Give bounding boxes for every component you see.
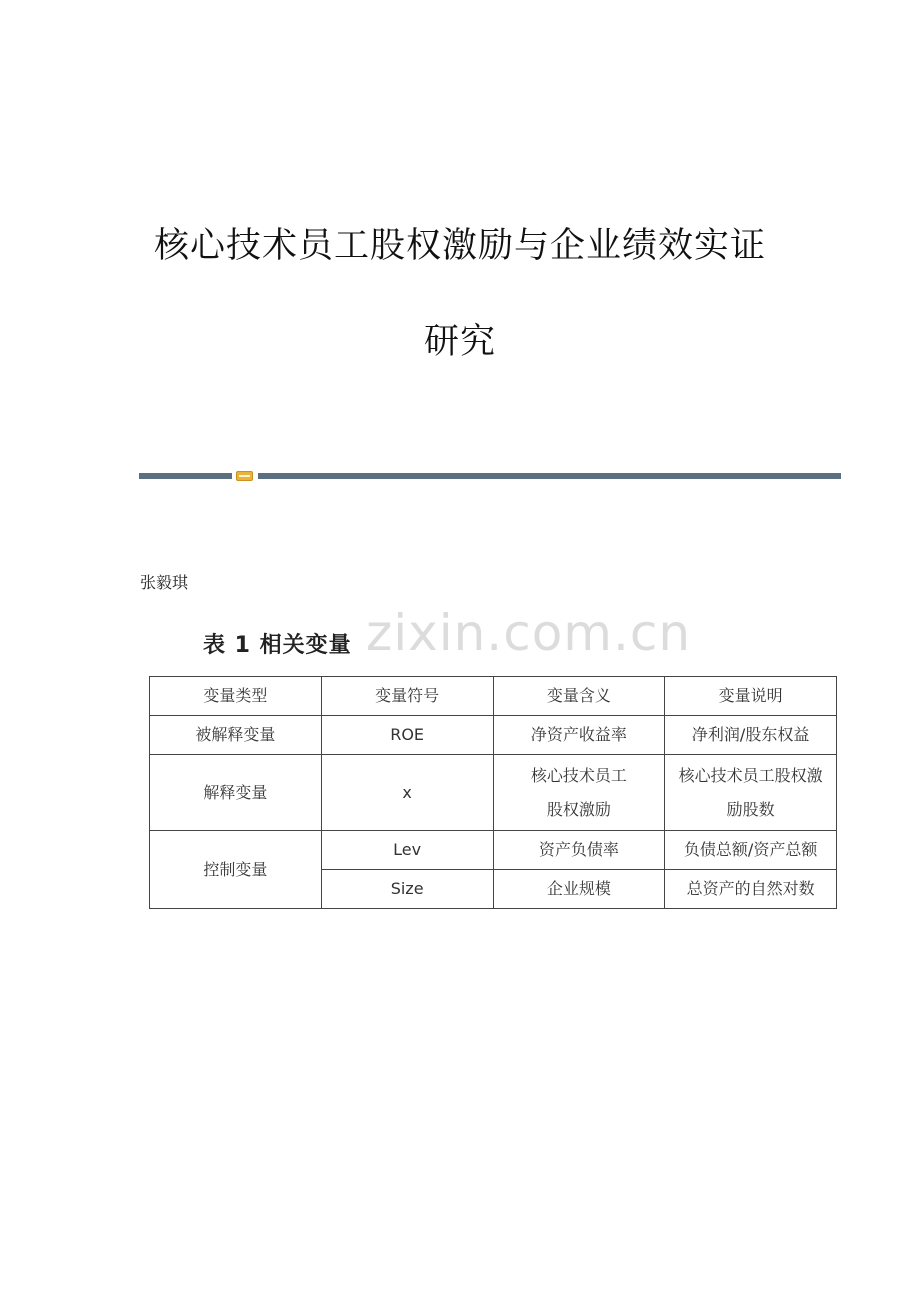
table-header-row (150, 677, 837, 716)
document-title-line-2: 研究 (423, 322, 496, 362)
header-cell-note: 变量说明 (665, 677, 837, 716)
cell-symbol: Lev (321, 831, 493, 870)
cell-type: 控制变量 (150, 831, 322, 909)
watermark-partial: zixin.com.cn (366, 604, 692, 662)
cell-symbol: x (321, 755, 493, 831)
cell-meaning-line-2: 股权激励 (546, 799, 611, 819)
cell-note: 总资产的自然对数 (665, 870, 837, 909)
cell-symbol: Size (321, 870, 493, 909)
variables-table (149, 676, 837, 909)
header-cell-type: 变量类型 (150, 677, 322, 716)
cell-meaning: 企业规模 (493, 870, 665, 909)
table-row (150, 831, 837, 870)
divider-badge-icon (236, 471, 253, 481)
header-cell-meaning: 变量含义 (493, 677, 665, 716)
cell-type: 被解释变量 (150, 716, 322, 755)
divider-right-segment (258, 473, 841, 479)
document-title-line-1: 核心技术员工股权激励与企业绩效实证 (153, 226, 766, 266)
header-cell-symbol: 变量符号 (321, 677, 493, 716)
cell-meaning (493, 755, 665, 831)
cell-meaning: 净资产收益率 (493, 716, 665, 755)
cell-note (665, 755, 837, 831)
table-row (150, 755, 837, 831)
divider-left-segment (139, 473, 232, 479)
title-divider (139, 471, 841, 481)
cell-note-line-2: 励股数 (726, 799, 775, 819)
watermark-text (366, 604, 691, 662)
cell-type: 解释变量 (150, 755, 322, 831)
table-caption: 表 1 相关变量 (203, 633, 352, 658)
cell-meaning: 资产负债率 (493, 831, 665, 870)
table-row (150, 716, 837, 755)
cell-note: 负债总额/资产总额 (665, 831, 837, 870)
cell-note-line-1: 核心技术员工股权激 (678, 765, 823, 785)
cell-meaning-line-1: 核心技术员工 (530, 765, 627, 785)
author-name: 张毅琪 (140, 573, 189, 592)
cell-symbol: ROE (321, 716, 493, 755)
cell-note: 净利润/股东权益 (665, 716, 837, 755)
